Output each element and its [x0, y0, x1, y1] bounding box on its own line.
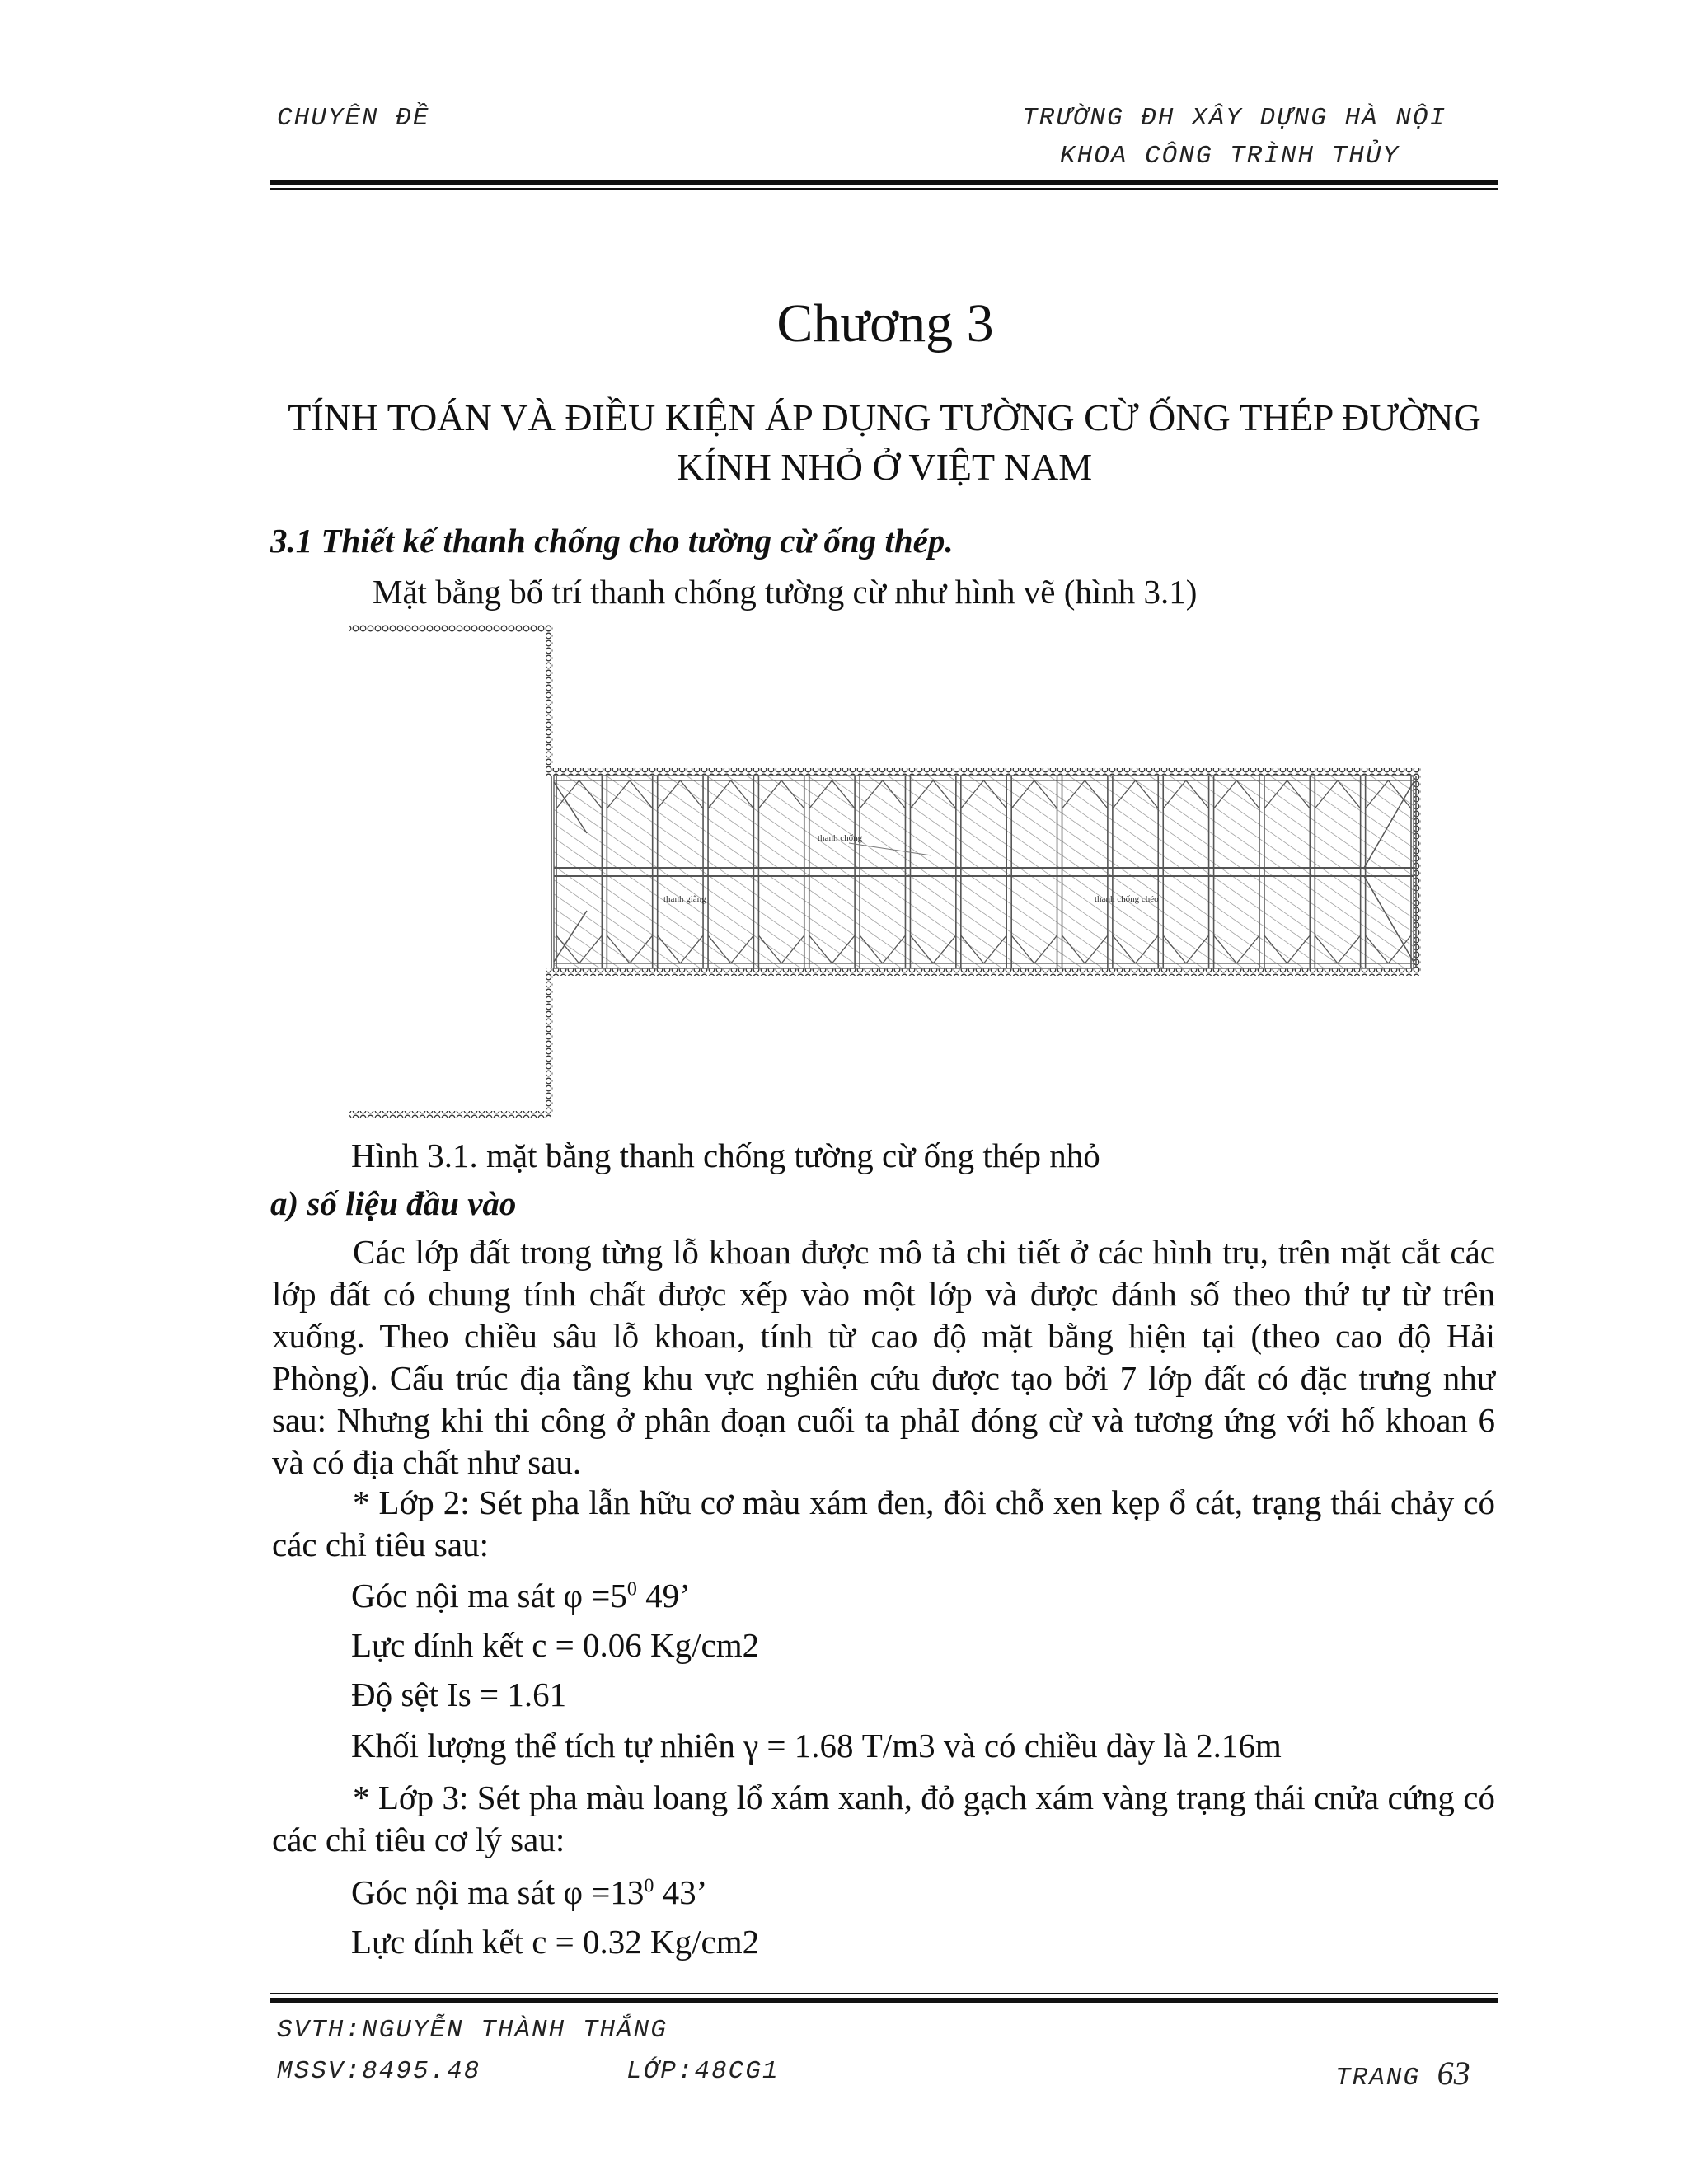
- header-rule-thin: [270, 188, 1498, 190]
- figure-caption: Hình 3.1. mặt bằng thanh chống tường cừ ống thép nhỏ: [351, 1137, 1100, 1174]
- footer-mssv: MSSV:8495.48: [277, 2057, 481, 2086]
- header-right-line2: KHOA CÔNG TRÌNH THỦY: [1060, 142, 1400, 171]
- header-right-line1: TRƯỜNG ĐH XÂY DỰNG HÀ NỘI: [1022, 104, 1447, 133]
- footer-page: TRANG 63: [1335, 2055, 1470, 2093]
- chapter-number: Chương 3: [776, 293, 994, 354]
- layer2-is: Độ sệt Is = 1.61: [351, 1675, 567, 1713]
- plan-figure: [330, 625, 1426, 1119]
- wall-top-left: [349, 625, 551, 632]
- wall-left-upper: [546, 625, 553, 771]
- chapter-title-line1: TÍNH TOÁN VÀ ĐIỀU KIỆN ÁP DỤNG TƯỜNG CỪ ỐNG THÉP ĐƯỜNG: [288, 396, 1481, 438]
- label-thanh-chong: thanh chống: [818, 833, 863, 843]
- header-left: CHUYÊN ĐỀ: [277, 104, 430, 133]
- footer-class: LỚP:48CG1: [626, 2057, 780, 2086]
- footer-student: SVTH:NGUYỄN THÀNH THẮNG: [277, 2016, 668, 2045]
- wall-right: [1414, 768, 1421, 972]
- wall-bottom: [546, 968, 1421, 976]
- label-thanh-chong-cheo: thanh chống chéo: [1095, 894, 1159, 904]
- footer-rule: [270, 1998, 1498, 2003]
- layer2-cohesion: Lực dính kết c = 0.06 Kg/cm2: [351, 1626, 760, 1664]
- label-thanh-giang: thanh giằng: [663, 894, 706, 904]
- chapter-title-line2: KÍNH NHỎ Ở VIỆT NAM: [676, 446, 1093, 488]
- subsection-heading: a) số liệu đầu vào: [270, 1184, 517, 1222]
- layer2-description: * Lớp 2: Sét pha lẫn hữu cơ màu xám đen, đôi chỗ xen kẹp ổ cát, trạng thái chảy có các chỉ tiêu sau:: [272, 1483, 1495, 1563]
- layer3-cohesion: Lực dính kết c = 0.32 Kg/cm2: [351, 1923, 760, 1961]
- section-intro: Mặt bằng bố trí thanh chống tường cừ như hình vẽ (hình 3.1): [373, 573, 1198, 611]
- layer3-description: * Lớp 3: Sét pha màu loang lổ xám xanh, đỏ gạch xám vàng trạng thái cnửa cứng có các chỉ tiêu cơ lý sau:: [272, 1779, 1495, 1858]
- layer3-phi: Góc nội ma sát $\varphi =13^0$ 43’: [351, 1873, 708, 1911]
- wall-left-lower: [546, 968, 553, 1117]
- footer-rule-thin: [270, 1993, 1498, 1994]
- section-heading: 3.1 Thiết kế thanh chống cho tường cừ ống thép.: [270, 522, 954, 560]
- wall-top: [546, 768, 1419, 776]
- excavation-area: [554, 776, 1414, 968]
- layer2-phi: Góc nội ma sát $\varphi =5^0$ 49’: [351, 1577, 691, 1615]
- layer2-gamma: Khối lượng thể tích tự nhiên γ = 1.68 T/m3 và có chiều dày là 2.16m: [351, 1727, 1282, 1765]
- header-rule: [270, 180, 1498, 185]
- wall-bottom-left: [349, 1111, 551, 1118]
- subsection-paragraph: Các lớp đất trong từng lỗ khoan được mô tả chi tiết ở các hình trụ, trên mặt cắt các lớp đất có chung tính chất được xếp vào một lớp và được đánh số theo thứ tự từ trên xuống. Theo chiều sâu lỗ khoan, tính từ cao độ mặt bằng hiện tại (theo cao độ Hải Phòng). Cấu trúc địa tầng khu vực nghiên cứu được tạo bởi 7 lớp đất có đặc trưng như sau: Nhưng khi thi công ở phân đoạn cuối ta phảI đóng cừ và tương ứng với hố khoan 6 và có địa chất như sau.: [272, 1233, 1495, 1481]
